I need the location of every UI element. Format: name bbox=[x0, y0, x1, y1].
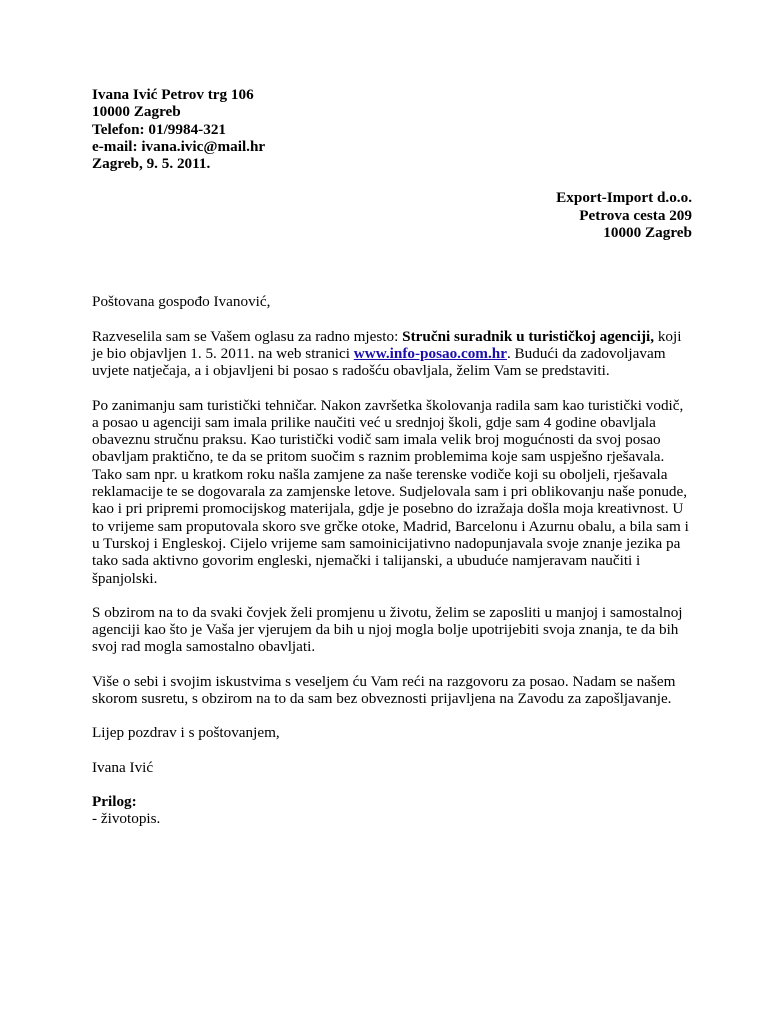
recipient-company: Export-Import d.o.o. bbox=[556, 189, 692, 207]
sender-name-address: Ivana Ivić Petrov trg 106 bbox=[92, 86, 254, 103]
recipient-block bbox=[92, 189, 692, 241]
intro-text-3: . Budući da zadovoljavam uvjete natječaja, a i objavljeni bi posao s radošću obavljala, želim Vam se predstaviti. bbox=[92, 344, 666, 380]
paragraph-motivation: S obzirom na to da svaki čovjek želi promjenu u životu, želim se zaposliti u manjoj i samostalnoj agenciji kao što je Vaša jer vjerujem da bih u njoj mogla bolje upotrijebiti svoja znanja, te da bih svoj rad mogla samostalno obavljati. bbox=[92, 603, 683, 656]
sender-city: 10000 Zagreb bbox=[92, 103, 181, 121]
recipient-city: 10000 Zagreb bbox=[603, 224, 692, 242]
attachment-item: - životopis. bbox=[92, 810, 161, 828]
paragraph-interview: Više o sebi i svojim iskustvima s veseljem ću Vam reći na razgovoru za posao. Nadam se našem skorom susretu, s obzirom na to da sam bez obveznosti prijavljena na Zavodu za zapošljavanje. bbox=[92, 672, 676, 708]
attachment-title: Prilog: bbox=[92, 792, 137, 810]
intro-text-1: Razveselila sam se Vašem oglasu za radno mjesto: bbox=[92, 327, 403, 345]
paragraph-experience: Po zanimanju sam turistički tehničar. Nakon završetka školovanja radila sam kao turistički vodič, a posao u agenciji sam imala prilike naučiti već u srednjoj školi, gdje sam 4 godine obavljala obaveznu stručnu praksu. Kao turistički vodič sam imala velik broj mogućnosti da svoj posao obavljam praktično, te da se pritom suočim s raznim problemima koje sam uspješno rješavala. Tako sam npr. u kratkom roku našla zamjene za naše terenske vodiče koji su oboljeli, rješavala reklamacije te se dogovarala za zamjenske letove. Sudjelovala sam i pri oblikovanju naše ponude, kao i pri pripremi promocijskog materijala, gdje je posebno do izražaja došla moja kreativnost. U to vrijeme sam proputovala skoro sve grčke otoke, Madrid, Barcelonu i Azurnu obalu, a bila sam i u Turskoj i Engleskoj. Cijelo vrijeme sam samoinicijativno nadopunjavala svoje znanje jezika pa tako sada aktivno govorim engleski, njemački i talijanski, a ubuduće namjeravam naučiti i španjolski. bbox=[92, 396, 689, 587]
intro-text-2: koji je bio objavljen 1. 5. 2011. na web stranici bbox=[92, 327, 682, 362]
salutation: Poštovana gospođo Ivanović, bbox=[92, 293, 271, 311]
sender-block bbox=[92, 86, 692, 172]
closing: Lijep pozdrav i s poštovanjem, bbox=[92, 724, 280, 742]
letter-date: Zagreb, 9. 5. 2011. bbox=[92, 155, 211, 173]
job-portal-link[interactable]: www.info-posao.com.hr bbox=[353, 344, 507, 362]
attachment-block bbox=[92, 793, 692, 828]
sender-email: e-mail: ivana.ivic@mail.hr bbox=[92, 137, 266, 155]
sender-phone: Telefon: 01/9984-321 bbox=[92, 120, 227, 138]
job-title: Stručni suradnik u turističkoj agenciji, bbox=[402, 327, 655, 345]
paragraph-intro bbox=[92, 328, 692, 380]
letter-page bbox=[92, 86, 692, 828]
recipient-street: Petrova cesta 209 bbox=[579, 206, 692, 224]
signature: Ivana Ivić bbox=[92, 758, 154, 776]
